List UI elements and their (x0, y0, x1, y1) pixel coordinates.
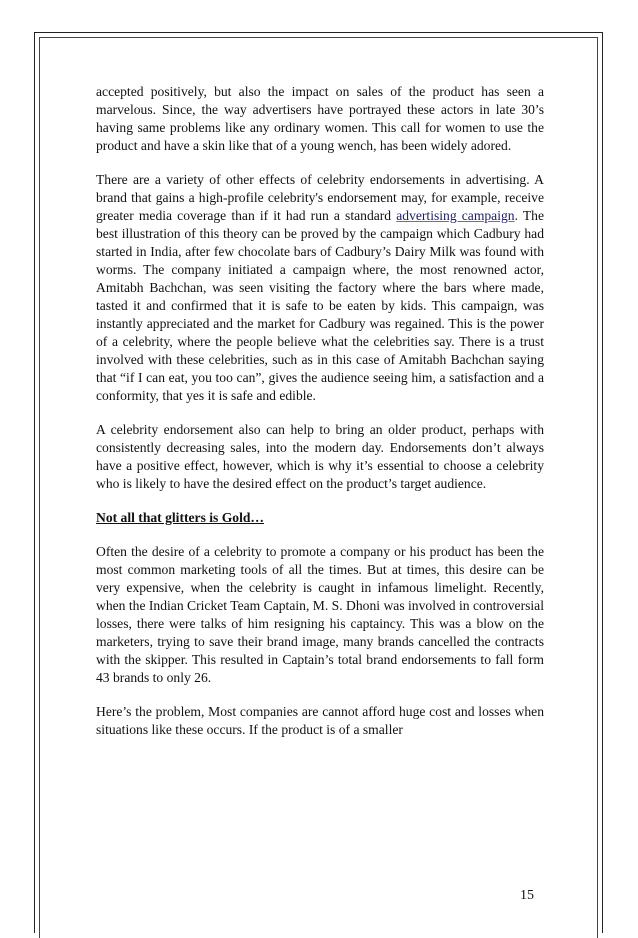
paragraph-2-text-end: . The best illustration of this theory can be proved by the campaign which Cadbury had started in India, after few chocolate bars of Cadbury’s Dairy Milk was found with worms. The company initiated a campaign where, the most renowned actor, Amitabh Bachchan, was seen visiting the factory where the bars where made, tasted it and confirmed that it is safe to be eaten by kids. This campaign, was instantly appreciated and the market for Cadbury was regained. This is the power of a celebrity, where the people believe what the celebrities say. There is a trust involved with these celebrities, such as in this case of Amitabh Bachchan saying that “if I can eat, you too can”, gives the audience seeing him, a satisfaction and a conformity, that yes it is safe and edible. (96, 208, 544, 403)
section-heading: Not all that glitters is Gold… (96, 510, 265, 525)
paragraph-5: Here’s the problem, Most companies are cannot afford huge cost and losses when situations like these occurs. If the product is of a smaller (96, 704, 544, 737)
advertising-campaign-link[interactable]: advertising campaign (396, 208, 515, 223)
paragraph-2 (96, 171, 544, 405)
document-body (96, 83, 544, 755)
paragraph-2-text-start: There are a variety of other effects of celebrity endorsements in advertising. A brand that gains a high-profile celebrity's endorsement may, for example, receive greater media coverage than if it had run a standard (96, 172, 544, 223)
paragraph-1: accepted positively, but also the impact on sales of the product has seen a marvelous. Since, the way advertisers have portrayed these actors in late 30’s having same problems like any ordinary women. This call for women to use the product and have a skin like that of a young wench, has been widely adored. (96, 84, 544, 153)
paragraph-4: Often the desire of a celebrity to promote a company or his product has been the most common marketing tools of all the times. But at times, this desire can be very expensive, when the celebrity is caught in infamous limelight. Recently, when the Indian Cricket Team Captain, M. S. Dhoni was involved in controversial losses, there were talks of him resigning his captaincy. This was a blow on the marketers, trying to save their brand image, many brands cancelled the contracts with the skipper. This resulted in Captain’s total brand endorsements to fall form 43 brands to only 26. (96, 544, 544, 685)
paragraph-3: A celebrity endorsement also can help to bring an older product, perhaps with consistently decreasing sales, into the modern day. Endorsements don’t always have a positive effect, however, which is why it’s essential to choose a celebrity who is likely to have the desired effect on the product’s target audience. (96, 422, 544, 491)
page-number: 15 (520, 888, 534, 903)
